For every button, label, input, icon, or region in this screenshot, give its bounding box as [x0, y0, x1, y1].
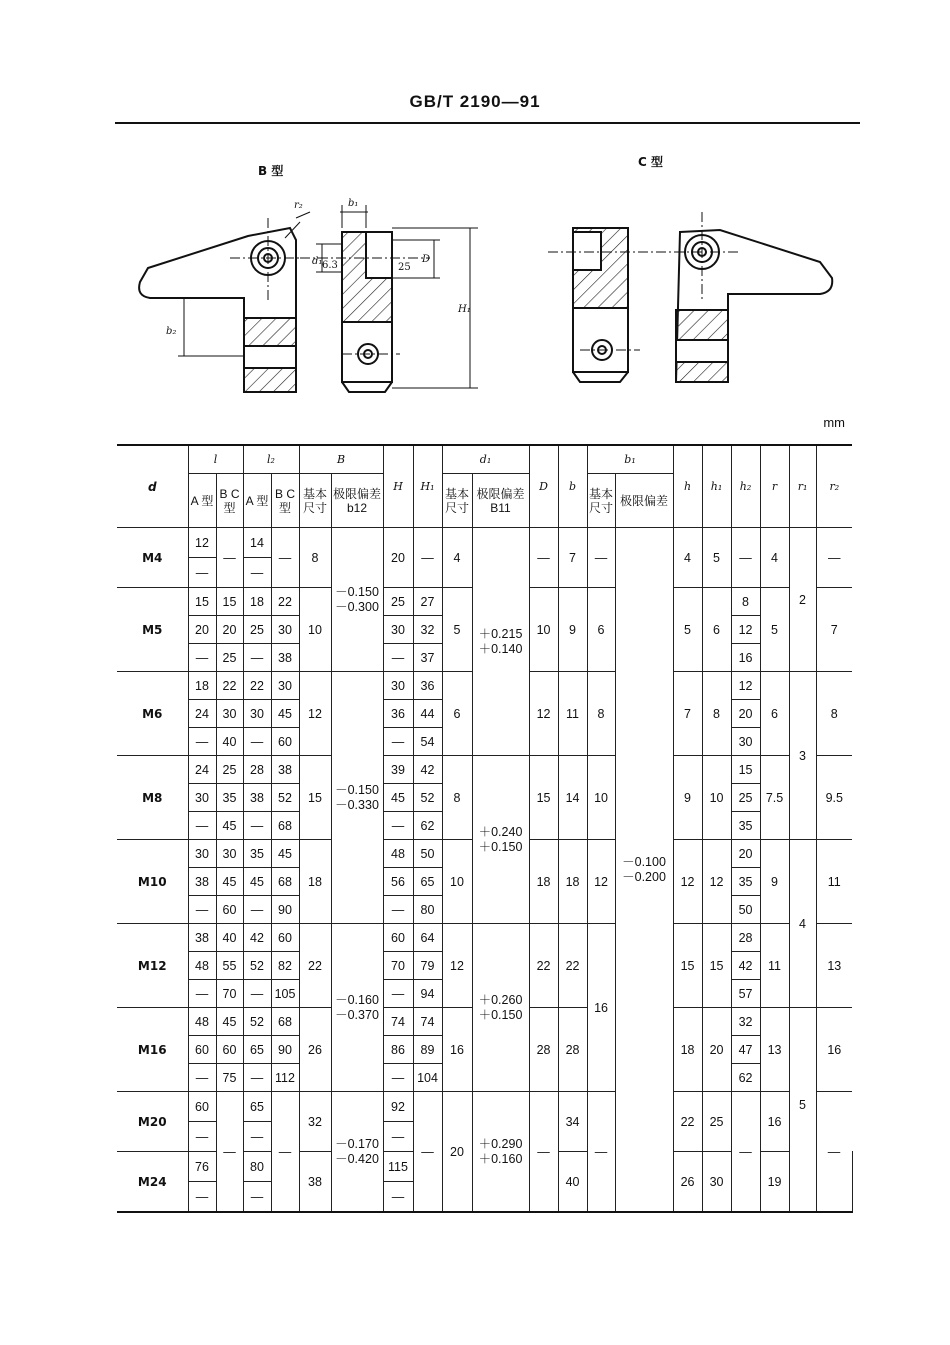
- th-H: H: [383, 445, 413, 528]
- cell-d1-tol: ＋0.215 ＋0.140: [472, 528, 529, 756]
- cell: 30: [243, 700, 271, 728]
- cell: 20: [383, 528, 413, 588]
- cell: 42: [413, 756, 442, 784]
- cell: 52: [243, 952, 271, 980]
- cell: 30: [216, 840, 243, 868]
- cell: 12: [731, 672, 760, 700]
- cell: 79: [413, 952, 442, 980]
- cell: 16: [731, 644, 760, 672]
- cell: —: [243, 1182, 271, 1213]
- cell: 22: [673, 1092, 702, 1152]
- cell: 55: [216, 952, 243, 980]
- cell: 22: [299, 924, 331, 1008]
- th-B: B: [299, 445, 383, 474]
- cell: 62: [731, 1064, 760, 1092]
- cell: 60: [188, 1092, 216, 1122]
- cell: 6: [702, 588, 731, 672]
- dim-r2: r₂: [294, 200, 303, 211]
- cell: 18: [558, 840, 587, 924]
- cell-d: M5: [117, 588, 188, 672]
- cell: 14: [243, 528, 271, 558]
- figure-label-b: B 型: [258, 164, 284, 178]
- cell: 36: [413, 672, 442, 700]
- th-b1-limit: 极限偏差: [615, 474, 673, 528]
- table-row: [117, 756, 852, 784]
- th-r2: r₂: [816, 445, 852, 528]
- cell: 9: [673, 756, 702, 840]
- cell: 48: [383, 840, 413, 868]
- cell: 89: [413, 1036, 442, 1064]
- cell: 22: [243, 672, 271, 700]
- cell: 60: [271, 924, 299, 952]
- cell: 57: [731, 980, 760, 1008]
- cell: 30: [188, 784, 216, 812]
- cell: 11: [558, 672, 587, 756]
- th-l2: l₂: [243, 445, 299, 474]
- cell: 36: [383, 700, 413, 728]
- cell: 19: [760, 1152, 789, 1213]
- cell: 52: [271, 784, 299, 812]
- cell: 30: [216, 700, 243, 728]
- cell-d1-merged: 20: [442, 1092, 472, 1213]
- cell: 15: [702, 924, 731, 1008]
- cell: 20: [216, 616, 243, 644]
- cell: 12: [731, 616, 760, 644]
- dim-roughness-1: 6.3: [322, 260, 338, 271]
- cell: 15: [299, 756, 331, 840]
- cell: 11: [816, 840, 852, 924]
- cell: 12: [587, 840, 615, 924]
- cell: 105: [271, 980, 299, 1008]
- table-row: [117, 924, 852, 952]
- cell: 8: [816, 672, 852, 756]
- cell: —: [243, 812, 271, 840]
- cell: 15: [529, 756, 558, 840]
- cell: 65: [413, 868, 442, 896]
- cell: —: [243, 558, 271, 588]
- cell: 28: [558, 1008, 587, 1092]
- cell: 25: [216, 644, 243, 672]
- cell: 30: [271, 672, 299, 700]
- cell: 52: [413, 784, 442, 812]
- cell: 92: [383, 1092, 413, 1122]
- cell-l2BC-dash: —: [271, 1092, 299, 1213]
- cell: 18: [243, 588, 271, 616]
- th-b1: b₁: [587, 445, 673, 474]
- cell: 70: [216, 980, 243, 1008]
- cell: 15: [673, 924, 702, 1008]
- cell: 45: [383, 784, 413, 812]
- cell: 25: [702, 1092, 731, 1152]
- cell-b1-merged: 16: [587, 924, 615, 1092]
- cell: 18: [529, 840, 558, 924]
- cell-d: M8: [117, 756, 188, 840]
- cell: 38: [188, 924, 216, 952]
- cell: 90: [271, 896, 299, 924]
- cell-h2-dash: —: [731, 1092, 760, 1213]
- cell: 12: [188, 528, 216, 558]
- th-l-typeBC: B C型: [216, 474, 243, 528]
- cell: 8: [299, 528, 331, 588]
- cell: —: [383, 1182, 413, 1213]
- th-h1: h₁: [702, 445, 731, 528]
- cell: 26: [673, 1152, 702, 1213]
- cell: —: [383, 896, 413, 924]
- cell-d: M6: [117, 672, 188, 756]
- cell-r1: 4: [789, 840, 816, 1008]
- cell: 35: [731, 868, 760, 896]
- dim-d1: d₁: [312, 256, 323, 267]
- cell: 7.5: [760, 756, 789, 840]
- cell: 9: [558, 588, 587, 672]
- cell: 24: [188, 756, 216, 784]
- cell: 10: [702, 756, 731, 840]
- cell: 9.5: [816, 756, 852, 840]
- cell: 60: [188, 1036, 216, 1064]
- cell: 7: [558, 528, 587, 588]
- cell: 56: [383, 868, 413, 896]
- cell: 10: [299, 588, 331, 672]
- cell: 11: [760, 924, 789, 1008]
- cell-d1-tol: ＋0.290 ＋0.160: [472, 1092, 529, 1213]
- cell: 60: [271, 728, 299, 756]
- cell: 68: [271, 812, 299, 840]
- cell: 7: [816, 588, 852, 672]
- cell: 4: [442, 528, 472, 588]
- cell-d: M4: [117, 528, 188, 588]
- dim-b1: b₁: [348, 198, 359, 209]
- cell: 5: [673, 588, 702, 672]
- cell: 45: [216, 812, 243, 840]
- cell: —: [383, 980, 413, 1008]
- cell: —: [243, 644, 271, 672]
- cell: 104: [413, 1064, 442, 1092]
- cell: 44: [413, 700, 442, 728]
- cell: 52: [243, 1008, 271, 1036]
- cell-r1: 5: [789, 1008, 816, 1213]
- cell: 30: [383, 672, 413, 700]
- cell: —: [383, 644, 413, 672]
- th-r1: r₁: [789, 445, 816, 528]
- cell: —: [188, 728, 216, 756]
- cell: 27: [413, 588, 442, 616]
- cell: 26: [299, 1008, 331, 1092]
- cell: 68: [271, 1008, 299, 1036]
- th-h: h: [673, 445, 702, 528]
- technical-drawing: [0, 0, 950, 440]
- cell: 6: [442, 672, 472, 756]
- cell: 5: [442, 588, 472, 672]
- dim-D: D: [422, 254, 431, 265]
- cell: —: [188, 1064, 216, 1092]
- cell: 70: [383, 952, 413, 980]
- cell-B-tol: －0.160 －0.370: [331, 924, 383, 1092]
- cell: 65: [243, 1092, 271, 1122]
- figure-label-c: C 型: [638, 155, 663, 169]
- th-l-typeA: A 型: [188, 474, 216, 528]
- cell: 8: [731, 588, 760, 616]
- th-d1-basic: 基本尺寸: [442, 474, 472, 528]
- cell-r1: 2: [789, 528, 816, 672]
- cell: 64: [413, 924, 442, 952]
- cell: —: [529, 528, 558, 588]
- dim-H1: H₁: [458, 304, 471, 315]
- th-r: r: [760, 445, 789, 528]
- cell: 25: [243, 616, 271, 644]
- cell: 74: [383, 1008, 413, 1036]
- cell: —: [271, 528, 299, 588]
- cell: 10: [442, 840, 472, 924]
- cell: —: [383, 728, 413, 756]
- cell: 16: [816, 1008, 852, 1092]
- cell: 20: [731, 840, 760, 868]
- cell: 54: [413, 728, 442, 756]
- cell: 60: [216, 896, 243, 924]
- cell: 5: [702, 528, 731, 588]
- cell: —: [188, 812, 216, 840]
- cell: 4: [760, 528, 789, 588]
- cell: —: [383, 1064, 413, 1092]
- th-l: l: [188, 445, 243, 474]
- cell: —: [188, 1182, 216, 1213]
- cell-r2-dash: —: [816, 1092, 852, 1213]
- cell: 90: [271, 1036, 299, 1064]
- th-B-basic: 基本尺寸: [299, 474, 331, 528]
- table-row: [117, 528, 852, 558]
- cell: 62: [413, 812, 442, 840]
- cell-d: M16: [117, 1008, 188, 1092]
- cell: 32: [731, 1008, 760, 1036]
- cell: 16: [442, 1008, 472, 1092]
- cell: 12: [442, 924, 472, 1008]
- cell: 68: [271, 868, 299, 896]
- cell: 50: [731, 896, 760, 924]
- cell: 40: [558, 1152, 587, 1213]
- cell: 15: [731, 756, 760, 784]
- cell: 7: [673, 672, 702, 756]
- cell: —: [243, 1064, 271, 1092]
- cell: 15: [216, 588, 243, 616]
- cell: 42: [243, 924, 271, 952]
- cell-b1-tol: －0.100 －0.200: [615, 528, 673, 1213]
- cell: —: [816, 528, 852, 588]
- cell: —: [587, 528, 615, 588]
- cell: 10: [587, 756, 615, 840]
- cell-lBC-dash: —: [216, 1092, 243, 1213]
- cell: 32: [299, 1092, 331, 1152]
- th-l2-typeA: A 型: [243, 474, 271, 528]
- cell: —: [383, 812, 413, 840]
- cell: 28: [243, 756, 271, 784]
- dim-b2: b₂: [166, 326, 177, 337]
- cell: 48: [188, 1008, 216, 1036]
- cell: 80: [413, 896, 442, 924]
- th-d1-limit: 极限偏差 B11: [472, 474, 529, 528]
- cell: 8: [587, 672, 615, 756]
- cell: 28: [529, 1008, 558, 1092]
- cell: 48: [188, 952, 216, 980]
- cell: 20: [702, 1008, 731, 1092]
- th-h2: h₂: [731, 445, 760, 528]
- th-H1: H₁: [413, 445, 442, 528]
- cell: 76: [188, 1152, 216, 1182]
- th-D: D: [529, 445, 558, 528]
- cell-d: M24: [117, 1152, 188, 1213]
- cell: —: [243, 980, 271, 1008]
- cell: —: [216, 528, 243, 588]
- cell-H1-dash: —: [413, 1092, 442, 1213]
- cell-B-tol: －0.150 －0.330: [331, 672, 383, 924]
- cell: 25: [731, 784, 760, 812]
- cell: 115: [383, 1152, 413, 1182]
- cell-D-dash: —: [529, 1092, 558, 1213]
- cell: 28: [731, 924, 760, 952]
- dimension-table: [117, 444, 853, 1213]
- cell-d: M12: [117, 924, 188, 1008]
- cell: —: [188, 896, 216, 924]
- cell: 86: [383, 1036, 413, 1064]
- cell: —: [243, 896, 271, 924]
- cell: 24: [188, 700, 216, 728]
- cell: 45: [216, 1008, 243, 1036]
- cell: 38: [271, 756, 299, 784]
- cell: 45: [271, 840, 299, 868]
- cell: 45: [271, 700, 299, 728]
- cell: 38: [299, 1152, 331, 1213]
- cell-r1: 3: [789, 672, 816, 840]
- cell: 12: [702, 840, 731, 924]
- cell: 15: [188, 588, 216, 616]
- cell: 112: [271, 1064, 299, 1092]
- cell-d1-tol: ＋0.260 ＋0.150: [472, 924, 529, 1092]
- cell: 35: [216, 784, 243, 812]
- cell: 22: [271, 588, 299, 616]
- cell: 30: [271, 616, 299, 644]
- cell: 32: [413, 616, 442, 644]
- cell: —: [188, 558, 216, 588]
- cell-d1-tol: ＋0.240 ＋0.150: [472, 756, 529, 924]
- cell: 75: [216, 1064, 243, 1092]
- cell: 45: [243, 868, 271, 896]
- cell: 34: [558, 1092, 587, 1152]
- cell: —: [731, 528, 760, 588]
- cell: 74: [413, 1008, 442, 1036]
- cell: 38: [188, 868, 216, 896]
- cell: 13: [816, 924, 852, 1008]
- cell-d: M10: [117, 840, 188, 924]
- cell: 35: [731, 812, 760, 840]
- dimension-table-wrap: [117, 444, 852, 1213]
- cell: 60: [383, 924, 413, 952]
- cell-b1-dash: —: [587, 1092, 615, 1213]
- cell: 8: [442, 756, 472, 840]
- cell: 9: [760, 840, 789, 924]
- cell: 30: [702, 1152, 731, 1213]
- cell: 40: [216, 924, 243, 952]
- cell: 80: [243, 1152, 271, 1182]
- cell-d: M20: [117, 1092, 188, 1152]
- th-B-limit: 极限偏差 b12: [331, 474, 383, 528]
- th-b: b: [558, 445, 587, 528]
- cell: 25: [216, 756, 243, 784]
- cell: 30: [383, 616, 413, 644]
- cell: 14: [558, 756, 587, 840]
- cell: 18: [299, 840, 331, 924]
- th-d1: d₁: [442, 445, 529, 474]
- cell: 20: [188, 616, 216, 644]
- cell: 60: [216, 1036, 243, 1064]
- cell: 18: [673, 1008, 702, 1092]
- cell: 10: [529, 588, 558, 672]
- cell: 30: [188, 840, 216, 868]
- cell: —: [243, 728, 271, 756]
- cell: 38: [243, 784, 271, 812]
- cell: 30: [731, 728, 760, 756]
- cell: 22: [529, 924, 558, 1008]
- cell: 25: [383, 588, 413, 616]
- cell: 20: [731, 700, 760, 728]
- cell: 42: [731, 952, 760, 980]
- th-b1-basic: 基本尺寸: [587, 474, 615, 528]
- cell: 37: [413, 644, 442, 672]
- cell: 65: [243, 1036, 271, 1064]
- cell: 8: [702, 672, 731, 756]
- cell: 6: [587, 588, 615, 672]
- cell: 16: [760, 1092, 789, 1152]
- cell: 50: [413, 840, 442, 868]
- cell: 12: [299, 672, 331, 756]
- unit-label: mm: [823, 415, 845, 430]
- cell: 22: [216, 672, 243, 700]
- cell: 12: [673, 840, 702, 924]
- cell: 6: [760, 672, 789, 756]
- th-l2-typeBC: B C型: [271, 474, 299, 528]
- cell-B-tol: －0.150 －0.300: [331, 528, 383, 672]
- cell: 12: [529, 672, 558, 756]
- th-d: d: [117, 445, 188, 528]
- cell: 40: [216, 728, 243, 756]
- cell: 94: [413, 980, 442, 1008]
- cell: 13: [760, 1008, 789, 1092]
- cell: 18: [188, 672, 216, 700]
- cell: —: [243, 1122, 271, 1152]
- cell: 82: [271, 952, 299, 980]
- cell: 5: [760, 588, 789, 672]
- cell: 45: [216, 868, 243, 896]
- standard-number: GB/T 2190—91: [409, 92, 541, 111]
- cell: 38: [271, 644, 299, 672]
- cell-B-tol: －0.170 －0.420: [331, 1092, 383, 1213]
- cell: —: [188, 980, 216, 1008]
- cell: —: [383, 1122, 413, 1152]
- cell: —: [413, 528, 442, 588]
- table-row: [117, 1092, 852, 1122]
- cell: —: [188, 1122, 216, 1152]
- cell: 39: [383, 756, 413, 784]
- cell: —: [188, 644, 216, 672]
- dim-roughness-2: 25: [398, 262, 411, 273]
- cell: 47: [731, 1036, 760, 1064]
- cell: 35: [243, 840, 271, 868]
- cell: 4: [673, 528, 702, 588]
- cell: 22: [558, 924, 587, 1008]
